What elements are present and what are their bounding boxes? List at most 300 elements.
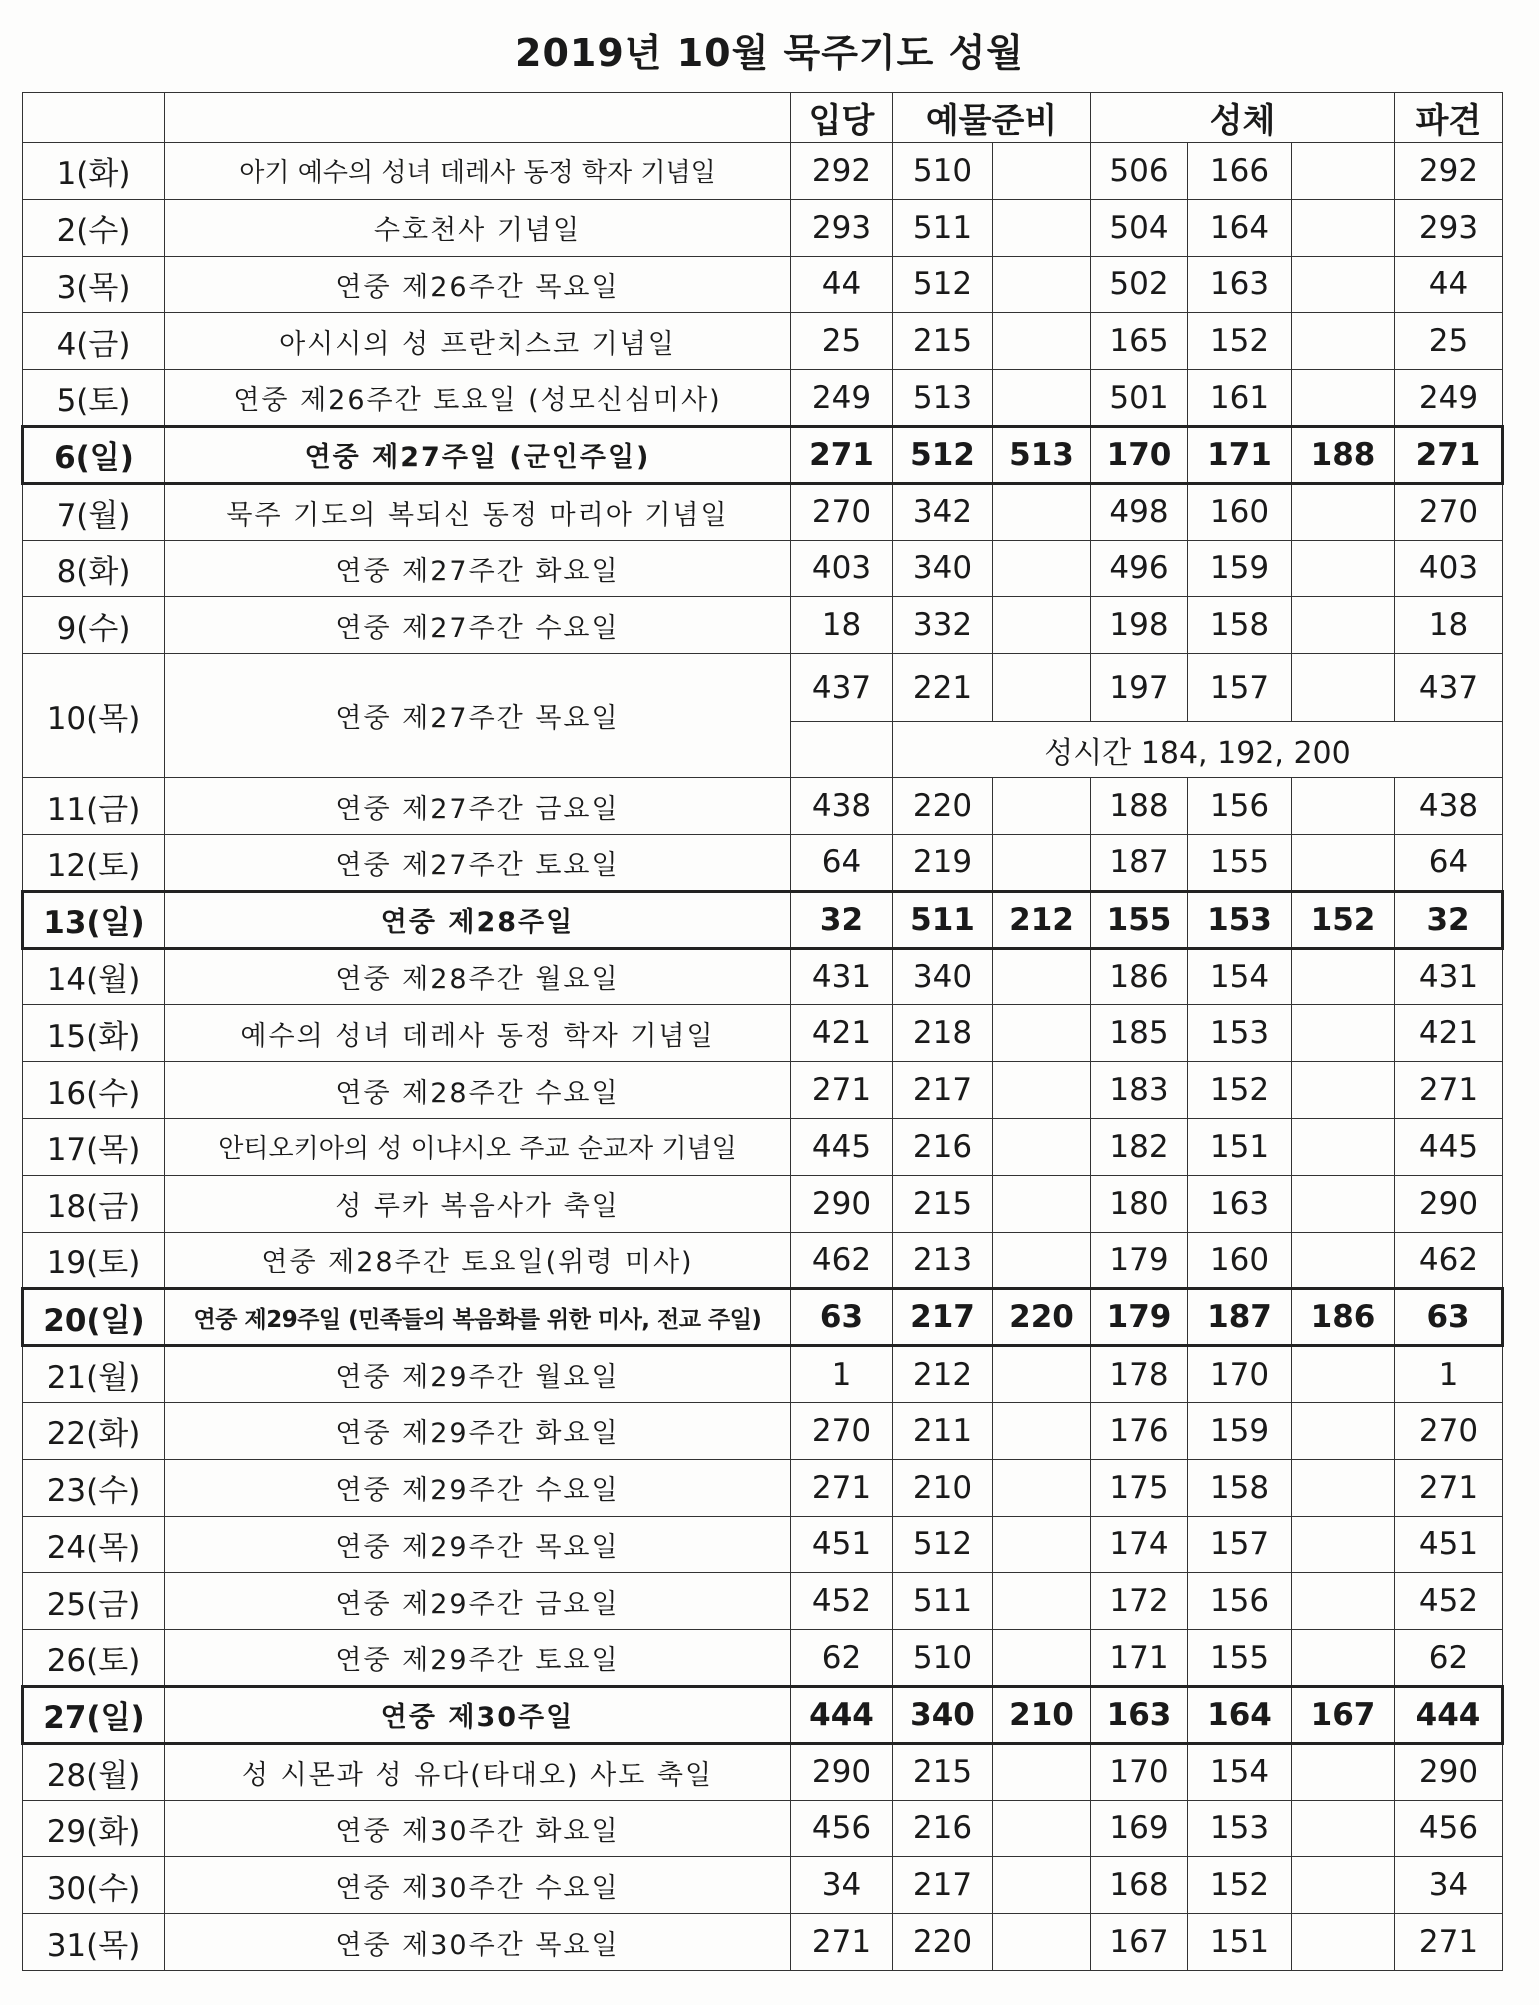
communion-hymn-3 <box>1292 654 1395 722</box>
offertory-hymn-2 <box>993 540 1091 597</box>
table-row <box>23 1062 1503 1119</box>
dismissal-hymn: 44 <box>1395 256 1503 313</box>
communion-hymn-3 <box>1292 370 1395 427</box>
entrance-hymn: 403 <box>791 540 893 597</box>
communion-hymn-2: 166 <box>1188 143 1292 200</box>
celebration-name: 연중 제27주간 금요일 <box>165 778 791 835</box>
entrance-hymn: 64 <box>791 834 893 891</box>
entrance-hymn: 271 <box>791 1459 893 1516</box>
table-row <box>23 948 1503 1005</box>
table-row <box>23 426 1503 483</box>
communion-hymn-2: 170 <box>1188 1346 1292 1403</box>
communion-hymn-3 <box>1292 948 1395 1005</box>
table-row <box>23 597 1503 654</box>
communion-hymn-2: 156 <box>1188 778 1292 835</box>
communion-hymn-3 <box>1292 1459 1395 1516</box>
communion-hymn-3 <box>1292 1516 1395 1573</box>
offertory-hymn-1: 342 <box>893 483 993 540</box>
offertory-hymn-2 <box>993 256 1091 313</box>
table-row <box>23 313 1503 370</box>
date-cell: 9(수) <box>23 597 165 654</box>
table-row <box>23 370 1503 427</box>
communion-hymn-3: 186 <box>1292 1289 1395 1346</box>
celebration-name: 연중 제26주간 토요일 (성모신심미사) <box>165 370 791 427</box>
entrance-hymn: 438 <box>791 778 893 835</box>
communion-hymn-3 <box>1292 256 1395 313</box>
communion-hymn-2: 161 <box>1188 370 1292 427</box>
communion-hymn-1: 502 <box>1091 256 1188 313</box>
communion-hymn-1: 179 <box>1091 1289 1188 1346</box>
offertory-hymn-2: 210 <box>993 1686 1091 1743</box>
communion-hymn-2: 160 <box>1188 1232 1292 1289</box>
offertory-hymn-1: 221 <box>893 654 993 722</box>
celebration-name: 성 루카 복음사가 축일 <box>165 1175 791 1232</box>
communion-hymn-3 <box>1292 1175 1395 1232</box>
entrance-hymn: 271 <box>791 1062 893 1119</box>
entrance-hymn: 421 <box>791 1005 893 1062</box>
holy-hour-note: 성시간 184, 192, 200 <box>893 722 1503 778</box>
offertory-hymn-2 <box>993 1914 1091 1971</box>
communion-hymn-3 <box>1292 1857 1395 1914</box>
offertory-hymn-2 <box>993 1743 1091 1800</box>
table-row <box>23 1914 1503 1971</box>
celebration-name: 연중 제30주간 목요일 <box>165 1914 791 1971</box>
communion-hymn-3: 167 <box>1292 1686 1395 1743</box>
celebration-name: 연중 제29주간 목요일 <box>165 1516 791 1573</box>
communion-hymn-1: 170 <box>1091 426 1188 483</box>
header-entrance: 입당 <box>791 93 893 143</box>
communion-hymn-1: 179 <box>1091 1232 1188 1289</box>
communion-hymn-3 <box>1292 313 1395 370</box>
communion-hymn-1: 175 <box>1091 1459 1188 1516</box>
dismissal-hymn: 456 <box>1395 1800 1503 1857</box>
table-row <box>23 1005 1503 1062</box>
dismissal-hymn: 451 <box>1395 1516 1503 1573</box>
dismissal-hymn: 63 <box>1395 1289 1503 1346</box>
communion-hymn-2: 159 <box>1188 1402 1292 1459</box>
celebration-name: 연중 제28주간 월요일 <box>165 948 791 1005</box>
offertory-hymn-1: 513 <box>893 370 993 427</box>
celebration-name: 성 시몬과 성 유다(타대오) 사도 축일 <box>165 1743 791 1800</box>
table-row <box>23 256 1503 313</box>
communion-hymn-3 <box>1292 1402 1395 1459</box>
communion-hymn-2: 163 <box>1188 256 1292 313</box>
offertory-hymn-2 <box>993 483 1091 540</box>
offertory-hymn-1: 510 <box>893 143 993 200</box>
communion-hymn-1: 180 <box>1091 1175 1188 1232</box>
date-cell: 22(화) <box>23 1402 165 1459</box>
date-cell: 6(일) <box>23 426 165 483</box>
communion-hymn-2: 159 <box>1188 540 1292 597</box>
offertory-hymn-2 <box>993 143 1091 200</box>
dismissal-hymn: 271 <box>1395 1459 1503 1516</box>
date-cell: 18(금) <box>23 1175 165 1232</box>
offertory-hymn-1: 220 <box>893 1914 993 1971</box>
entrance-hymn: 18 <box>791 597 893 654</box>
offertory-hymn-1: 213 <box>893 1232 993 1289</box>
communion-hymn-2: 164 <box>1188 1686 1292 1743</box>
date-cell: 10(목) <box>23 654 165 778</box>
communion-hymn-3 <box>1292 834 1395 891</box>
table-row <box>23 1232 1503 1289</box>
date-cell: 3(목) <box>23 256 165 313</box>
entrance-hymn: 452 <box>791 1573 893 1630</box>
entrance-hymn: 271 <box>791 426 893 483</box>
offertory-hymn-2 <box>993 778 1091 835</box>
date-cell: 13(일) <box>23 891 165 948</box>
dismissal-hymn: 452 <box>1395 1573 1503 1630</box>
communion-hymn-3 <box>1292 597 1395 654</box>
celebration-name: 연중 제28주간 수요일 <box>165 1062 791 1119</box>
communion-hymn-3 <box>1292 1005 1395 1062</box>
table-row <box>23 891 1503 948</box>
offertory-hymn-1: 340 <box>893 948 993 1005</box>
date-cell: 25(금) <box>23 1573 165 1630</box>
celebration-name: 묵주 기도의 복되신 동정 마리아 기념일 <box>165 483 791 540</box>
communion-hymn-1: 169 <box>1091 1800 1188 1857</box>
celebration-name: 연중 제30주간 수요일 <box>165 1857 791 1914</box>
schedule-body <box>23 143 1503 1971</box>
communion-hymn-2: 151 <box>1188 1118 1292 1175</box>
dismissal-hymn: 270 <box>1395 1402 1503 1459</box>
celebration-name: 수호천사 기념일 <box>165 199 791 256</box>
celebration-name: 연중 제26주간 목요일 <box>165 256 791 313</box>
communion-hymn-1: 185 <box>1091 1005 1188 1062</box>
celebration-name: 연중 제28주일 <box>165 891 791 948</box>
offertory-hymn-2 <box>993 1800 1091 1857</box>
offertory-hymn-2 <box>993 1118 1091 1175</box>
communion-hymn-2: 187 <box>1188 1289 1292 1346</box>
offertory-hymn-1: 512 <box>893 256 993 313</box>
communion-hymn-1: 182 <box>1091 1118 1188 1175</box>
offertory-hymn-1: 211 <box>893 1402 993 1459</box>
communion-hymn-1: 188 <box>1091 778 1188 835</box>
entrance-hymn: 25 <box>791 313 893 370</box>
communion-hymn-1: 165 <box>1091 313 1188 370</box>
celebration-name: 아시시의 성 프란치스코 기념일 <box>165 313 791 370</box>
communion-hymn-1: 176 <box>1091 1402 1188 1459</box>
table-row <box>23 1686 1503 1743</box>
table-row <box>23 654 1503 722</box>
date-cell: 21(월) <box>23 1346 165 1403</box>
communion-hymn-2: 157 <box>1188 654 1292 722</box>
table-row <box>23 1743 1503 1800</box>
communion-hymn-3 <box>1292 1743 1395 1800</box>
offertory-hymn-1: 512 <box>893 426 993 483</box>
offertory-hymn-1: 212 <box>893 1346 993 1403</box>
dismissal-hymn: 431 <box>1395 948 1503 1005</box>
communion-hymn-1: 174 <box>1091 1516 1188 1573</box>
offertory-hymn-1: 220 <box>893 778 993 835</box>
offertory-hymn-1: 511 <box>893 1573 993 1630</box>
offertory-hymn-1: 332 <box>893 597 993 654</box>
header-date <box>23 93 165 143</box>
offertory-hymn-1: 215 <box>893 1743 993 1800</box>
offertory-hymn-1: 217 <box>893 1857 993 1914</box>
communion-hymn-3 <box>1292 1573 1395 1630</box>
entrance-hymn: 431 <box>791 948 893 1005</box>
date-cell: 8(화) <box>23 540 165 597</box>
date-cell: 2(수) <box>23 199 165 256</box>
dismissal-hymn: 292 <box>1395 143 1503 200</box>
entrance-hymn: 437 <box>791 654 893 722</box>
date-cell: 14(월) <box>23 948 165 1005</box>
offertory-hymn-1: 210 <box>893 1459 993 1516</box>
table-row <box>23 1857 1503 1914</box>
offertory-hymn-2 <box>993 199 1091 256</box>
communion-hymn-1: 167 <box>1091 1914 1188 1971</box>
date-cell: 11(금) <box>23 778 165 835</box>
offertory-hymn-1: 511 <box>893 199 993 256</box>
date-cell: 27(일) <box>23 1686 165 1743</box>
table-row <box>23 540 1503 597</box>
offertory-hymn-1: 510 <box>893 1630 993 1687</box>
communion-hymn-2: 155 <box>1188 834 1292 891</box>
offertory-hymn-2 <box>993 1062 1091 1119</box>
table-row <box>23 483 1503 540</box>
table-row <box>23 1118 1503 1175</box>
entrance-hymn: 271 <box>791 1914 893 1971</box>
communion-hymn-2: 160 <box>1188 483 1292 540</box>
offertory-hymn-1: 215 <box>893 313 993 370</box>
communion-hymn-1: 187 <box>1091 834 1188 891</box>
entrance-hymn: 34 <box>791 1857 893 1914</box>
entrance-hymn: 249 <box>791 370 893 427</box>
dismissal-hymn: 271 <box>1395 426 1503 483</box>
communion-hymn-3 <box>1292 778 1395 835</box>
offertory-hymn-2: 212 <box>993 891 1091 948</box>
communion-hymn-1: 183 <box>1091 1062 1188 1119</box>
communion-hymn-2: 156 <box>1188 1573 1292 1630</box>
dismissal-hymn: 1 <box>1395 1346 1503 1403</box>
communion-hymn-1: 171 <box>1091 1630 1188 1687</box>
communion-hymn-3 <box>1292 1062 1395 1119</box>
date-cell: 12(토) <box>23 834 165 891</box>
date-cell: 29(화) <box>23 1800 165 1857</box>
communion-hymn-1: 496 <box>1091 540 1188 597</box>
communion-hymn-1: 186 <box>1091 948 1188 1005</box>
communion-hymn-3 <box>1292 1232 1395 1289</box>
communion-hymn-2: 154 <box>1188 1743 1292 1800</box>
table-row <box>23 199 1503 256</box>
dismissal-hymn: 403 <box>1395 540 1503 597</box>
entrance-hymn: 462 <box>791 1232 893 1289</box>
date-cell: 7(월) <box>23 483 165 540</box>
table-row <box>23 1175 1503 1232</box>
dismissal-hymn: 270 <box>1395 483 1503 540</box>
date-cell: 24(목) <box>23 1516 165 1573</box>
date-cell: 16(수) <box>23 1062 165 1119</box>
offertory-hymn-2 <box>993 1459 1091 1516</box>
celebration-name: 연중 제29주간 금요일 <box>165 1573 791 1630</box>
date-cell: 1(화) <box>23 143 165 200</box>
offertory-hymn-1: 216 <box>893 1118 993 1175</box>
dismissal-hymn: 290 <box>1395 1743 1503 1800</box>
offertory-hymn-1: 217 <box>893 1062 993 1119</box>
dismissal-hymn: 290 <box>1395 1175 1503 1232</box>
dismissal-hymn: 34 <box>1395 1857 1503 1914</box>
date-cell: 31(목) <box>23 1914 165 1971</box>
celebration-name: 연중 제30주일 <box>165 1686 791 1743</box>
dismissal-hymn: 271 <box>1395 1062 1503 1119</box>
dismissal-hymn: 438 <box>1395 778 1503 835</box>
communion-hymn-1: 504 <box>1091 199 1188 256</box>
communion-hymn-1: 163 <box>1091 1686 1188 1743</box>
header-dismissal: 파견 <box>1395 93 1503 143</box>
offertory-hymn-2 <box>993 1175 1091 1232</box>
communion-hymn-2: 164 <box>1188 199 1292 256</box>
celebration-name: 연중 제27주간 화요일 <box>165 540 791 597</box>
offertory-hymn-2 <box>993 1346 1091 1403</box>
communion-hymn-3 <box>1292 540 1395 597</box>
celebration-name: 아기 예수의 성녀 데레사 동정 학자 기념일 <box>165 143 791 200</box>
communion-hymn-2: 157 <box>1188 1516 1292 1573</box>
offertory-hymn-2 <box>993 370 1091 427</box>
hymn-schedule-table <box>21 92 1504 1971</box>
communion-hymn-1: 498 <box>1091 483 1188 540</box>
communion-hymn-2: 158 <box>1188 1459 1292 1516</box>
header-row <box>23 93 1503 143</box>
entrance-hymn: 444 <box>791 1686 893 1743</box>
date-cell: 28(월) <box>23 1743 165 1800</box>
communion-hymn-1: 155 <box>1091 891 1188 948</box>
offertory-hymn-1: 218 <box>893 1005 993 1062</box>
celebration-name: 연중 제30주간 화요일 <box>165 1800 791 1857</box>
communion-hymn-2: 153 <box>1188 891 1292 948</box>
communion-hymn-2: 152 <box>1188 1857 1292 1914</box>
table-row <box>23 1516 1503 1573</box>
dismissal-hymn: 25 <box>1395 313 1503 370</box>
celebration-name: 연중 제29주간 월요일 <box>165 1346 791 1403</box>
dismissal-hymn: 62 <box>1395 1630 1503 1687</box>
communion-hymn-1: 506 <box>1091 143 1188 200</box>
entrance-hymn: 445 <box>791 1118 893 1175</box>
communion-hymn-2: 153 <box>1188 1800 1292 1857</box>
entrance-hymn: 270 <box>791 483 893 540</box>
offertory-hymn-1: 511 <box>893 891 993 948</box>
entrance-hymn: 290 <box>791 1743 893 1800</box>
communion-hymn-2: 152 <box>1188 1062 1292 1119</box>
note-blank <box>791 722 893 778</box>
offertory-hymn-2 <box>993 1630 1091 1687</box>
communion-hymn-1: 501 <box>1091 370 1188 427</box>
dismissal-hymn: 32 <box>1395 891 1503 948</box>
celebration-name: 연중 제29주일 (민족들의 복음화를 위한 미사, 전교 주일) <box>165 1289 791 1346</box>
header-name <box>165 93 791 143</box>
communion-hymn-1: 198 <box>1091 597 1188 654</box>
date-cell: 30(수) <box>23 1857 165 1914</box>
dismissal-hymn: 271 <box>1395 1914 1503 1971</box>
table-row <box>23 1459 1503 1516</box>
page-title: 2019년 10월 묵주기도 성월 <box>515 31 1024 75</box>
offertory-hymn-1: 512 <box>893 1516 993 1573</box>
date-cell: 19(토) <box>23 1232 165 1289</box>
dismissal-hymn: 249 <box>1395 370 1503 427</box>
header-offertory: 예물준비 <box>893 93 1091 143</box>
offertory-hymn-1: 340 <box>893 540 993 597</box>
offertory-hymn-2: 513 <box>993 426 1091 483</box>
offertory-hymn-2 <box>993 1516 1091 1573</box>
dismissal-hymn: 421 <box>1395 1005 1503 1062</box>
offertory-hymn-2 <box>993 834 1091 891</box>
table-row <box>23 1346 1503 1403</box>
entrance-hymn: 456 <box>791 1800 893 1857</box>
communion-hymn-1: 172 <box>1091 1573 1188 1630</box>
communion-hymn-1: 197 <box>1091 654 1188 722</box>
offertory-hymn-2 <box>993 948 1091 1005</box>
communion-hymn-3: 188 <box>1292 426 1395 483</box>
entrance-hymn: 44 <box>791 256 893 313</box>
offertory-hymn-2 <box>993 1857 1091 1914</box>
celebration-name: 연중 제28주간 토요일(위령 미사) <box>165 1232 791 1289</box>
offertory-hymn-2 <box>993 313 1091 370</box>
entrance-hymn: 63 <box>791 1289 893 1346</box>
communion-hymn-2: 151 <box>1188 1914 1292 1971</box>
table-row <box>23 1630 1503 1687</box>
communion-hymn-2: 154 <box>1188 948 1292 1005</box>
table-row <box>23 1402 1503 1459</box>
celebration-name: 안티오키아의 성 이냐시오 주교 순교자 기념일 <box>165 1118 791 1175</box>
date-cell: 17(목) <box>23 1118 165 1175</box>
communion-hymn-3: 152 <box>1292 891 1395 948</box>
celebration-name: 연중 제27주간 목요일 <box>165 654 791 778</box>
communion-hymn-2: 171 <box>1188 426 1292 483</box>
celebration-name: 연중 제27주일 (군인주일) <box>165 426 791 483</box>
celebration-name: 연중 제27주간 수요일 <box>165 597 791 654</box>
communion-hymn-3 <box>1292 1800 1395 1857</box>
date-cell: 15(화) <box>23 1005 165 1062</box>
communion-hymn-2: 153 <box>1188 1005 1292 1062</box>
entrance-hymn: 293 <box>791 199 893 256</box>
celebration-name: 예수의 성녀 데레사 동정 학자 기념일 <box>165 1005 791 1062</box>
celebration-name: 연중 제29주간 화요일 <box>165 1402 791 1459</box>
communion-hymn-3 <box>1292 1914 1395 1971</box>
offertory-hymn-1: 219 <box>893 834 993 891</box>
table-row <box>23 143 1503 200</box>
date-cell: 5(토) <box>23 370 165 427</box>
celebration-name: 연중 제29주간 수요일 <box>165 1459 791 1516</box>
offertory-hymn-1: 216 <box>893 1800 993 1857</box>
communion-hymn-3 <box>1292 483 1395 540</box>
entrance-hymn: 451 <box>791 1516 893 1573</box>
offertory-hymn-2 <box>993 597 1091 654</box>
date-cell: 26(토) <box>23 1630 165 1687</box>
dismissal-hymn: 64 <box>1395 834 1503 891</box>
entrance-hymn: 32 <box>791 891 893 948</box>
dismissal-hymn: 445 <box>1395 1118 1503 1175</box>
communion-hymn-1: 178 <box>1091 1346 1188 1403</box>
offertory-hymn-1: 217 <box>893 1289 993 1346</box>
celebration-name: 연중 제27주간 토요일 <box>165 834 791 891</box>
offertory-hymn-2 <box>993 1005 1091 1062</box>
communion-hymn-1: 170 <box>1091 1743 1188 1800</box>
offertory-hymn-2 <box>993 1232 1091 1289</box>
communion-hymn-3 <box>1292 143 1395 200</box>
table-row <box>23 778 1503 835</box>
communion-hymn-3 <box>1292 1118 1395 1175</box>
offertory-hymn-1: 340 <box>893 1686 993 1743</box>
celebration-name: 연중 제29주간 토요일 <box>165 1630 791 1687</box>
communion-hymn-3 <box>1292 1630 1395 1687</box>
table-row <box>23 1573 1503 1630</box>
entrance-hymn: 1 <box>791 1346 893 1403</box>
table-row <box>23 1800 1503 1857</box>
communion-hymn-2: 163 <box>1188 1175 1292 1232</box>
dismissal-hymn: 444 <box>1395 1686 1503 1743</box>
table-row <box>23 1289 1503 1346</box>
communion-hymn-3 <box>1292 1346 1395 1403</box>
entrance-hymn: 270 <box>791 1402 893 1459</box>
